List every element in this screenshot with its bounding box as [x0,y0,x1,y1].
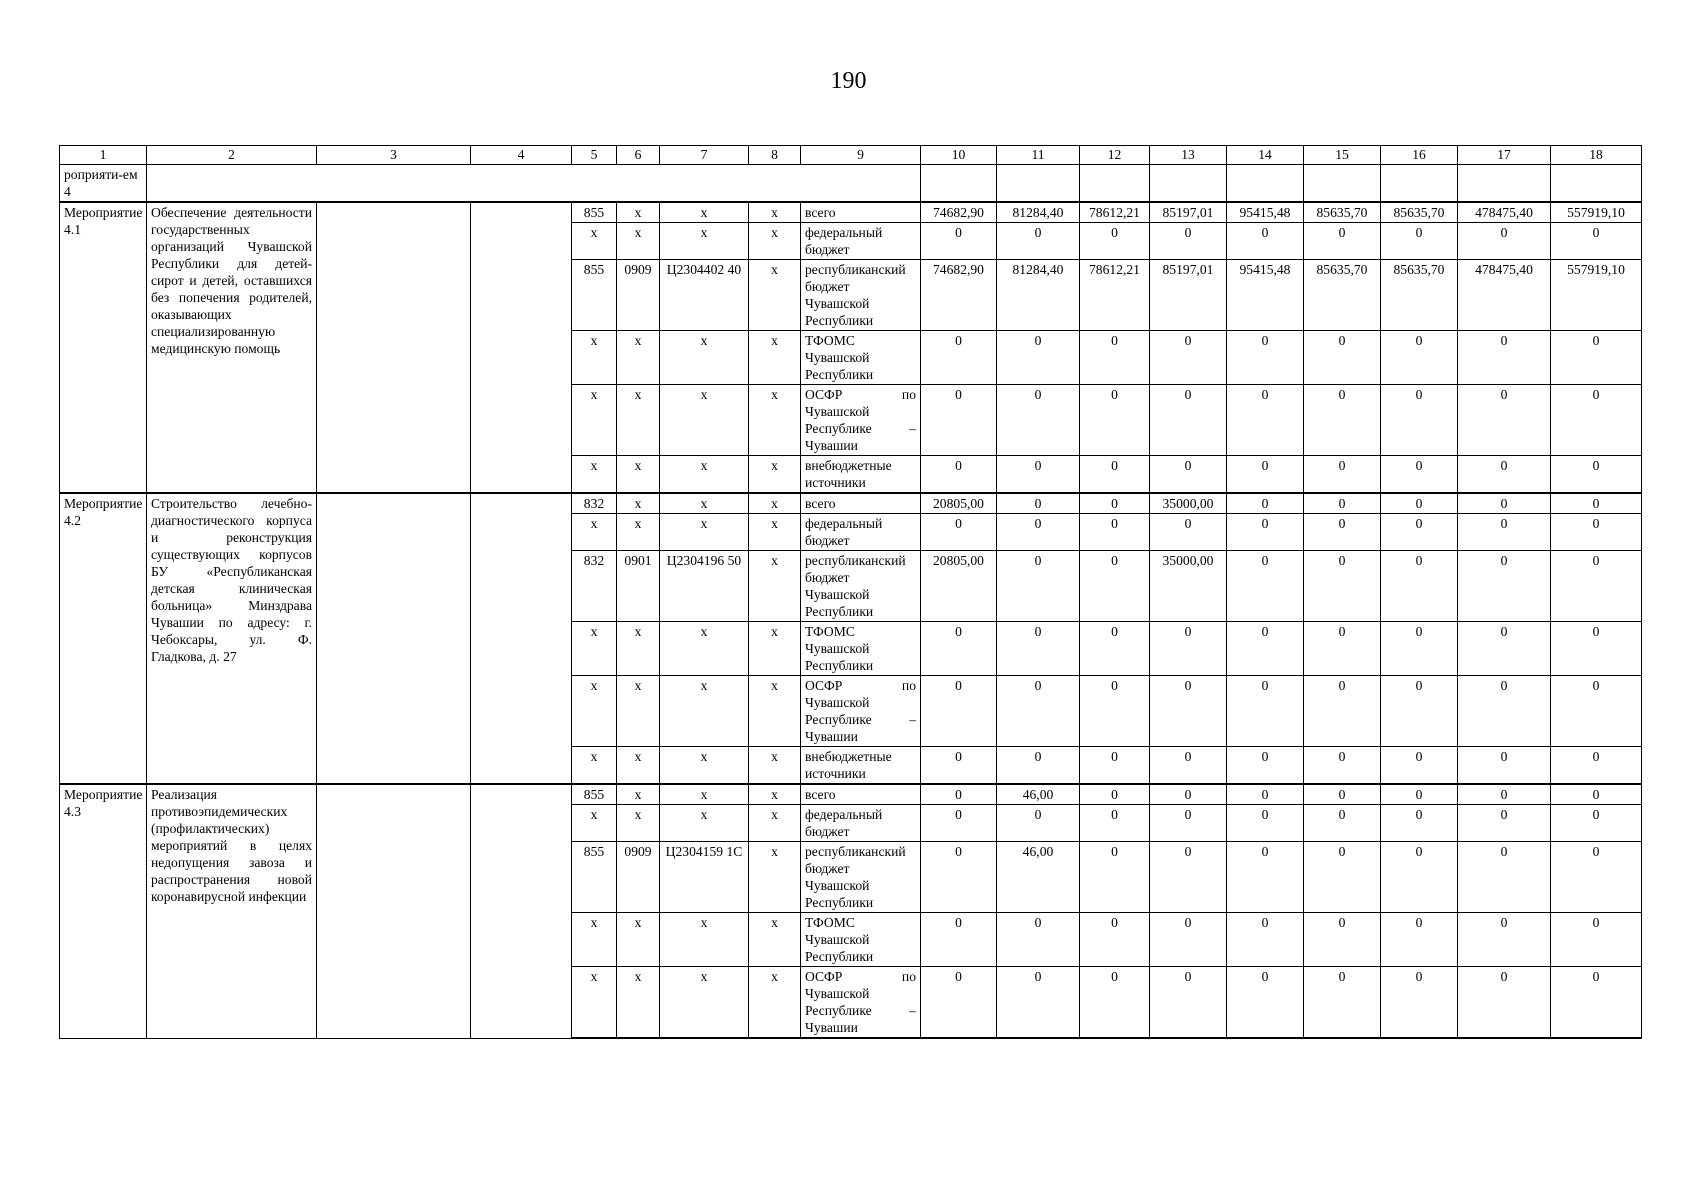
expense-type-code: x [749,385,801,456]
amount-cell: 0 [1150,622,1227,676]
amount-cell: 0 [921,805,997,842]
header-cell: 15 [1304,146,1381,165]
amount-cell: 85635,70 [1304,260,1381,331]
amount-cell: 46,00 [997,842,1080,913]
amount-cell: 0 [1458,747,1551,785]
section-code: x [617,202,660,223]
amount-cell: 0 [997,551,1080,622]
funding-source: внебюджетные источники [801,456,921,494]
amount-cell: 0 [1080,331,1150,385]
amount-cell: 0 [997,967,1080,1039]
amount-cell: 0 [1304,493,1381,514]
amount-cell: 0 [1080,385,1150,456]
amount-cell: 0 [1227,967,1304,1039]
amount-cell: 0 [1551,551,1642,622]
grbs-code: 832 [572,551,617,622]
section-code: x [617,385,660,456]
responsible-executor-cell [317,493,471,784]
amount-cell: 0 [1381,331,1458,385]
amount-cell: 0 [1304,514,1381,551]
target-article-code: x [660,747,749,785]
amount-cell: 0 [1551,805,1642,842]
amount-cell: 0 [1080,622,1150,676]
amount-cell: 0 [1458,784,1551,805]
amount-cell: 0 [1150,456,1227,494]
amount-cell: 478475,40 [1458,202,1551,223]
expense-type-code: x [749,913,801,967]
amount-cell: 0 [1227,514,1304,551]
amount-cell: 0 [1304,676,1381,747]
amount-cell: 0 [1304,223,1381,260]
grbs-code: x [572,514,617,551]
amount-cell: 81284,40 [997,260,1080,331]
amount-cell: 0 [1458,514,1551,551]
budget-table [59,145,1642,1039]
section-code: 0909 [617,842,660,913]
participants-cell [471,202,572,493]
amount-cell: 0 [1150,385,1227,456]
amount-cell: 0 [1080,784,1150,805]
amount-cell: 0 [1304,842,1381,913]
continuation-label: роприяти-ем 4 [60,165,147,203]
amount-cell: 0 [1381,456,1458,494]
amount-cell: 0 [1080,493,1150,514]
header-cell: 8 [749,146,801,165]
expense-type-code: x [749,747,801,785]
section-code: x [617,805,660,842]
amount-cell: 0 [1304,747,1381,785]
amount-cell: 0 [1304,967,1381,1039]
target-article-code: x [660,385,749,456]
amount-cell: 0 [1458,676,1551,747]
expense-type-code: x [749,456,801,494]
amount-cell: 78612,21 [1080,202,1150,223]
amount-cell: 0 [1304,784,1381,805]
amount-cell: 78612,21 [1080,260,1150,331]
header-cell: 7 [660,146,749,165]
amount-cell: 74682,90 [921,202,997,223]
section-code: x [617,514,660,551]
amount-cell: 0 [1458,913,1551,967]
amount-cell: 0 [921,676,997,747]
amount-cell: 0 [1458,331,1551,385]
participants-cell [471,493,572,784]
funding-source: всего [801,784,921,805]
target-article-code: Ц2304402 40 [660,260,749,331]
section-code: x [617,331,660,385]
amount-cell: 0 [1381,551,1458,622]
grbs-code: 832 [572,493,617,514]
amount-cell: 0 [1080,223,1150,260]
target-article-code: x [660,456,749,494]
amount-cell: 0 [997,622,1080,676]
amount-cell: 0 [1227,747,1304,785]
amount-cell: 0 [1381,913,1458,967]
table-row [60,784,1642,805]
amount-cell: 81284,40 [997,202,1080,223]
amount-cell: 557919,10 [1551,260,1642,331]
amount-cell: 0 [1458,223,1551,260]
amount-cell: 74682,90 [921,260,997,331]
amount-cell: 0 [1080,842,1150,913]
amount-cell: 0 [1381,676,1458,747]
header-cell: 5 [572,146,617,165]
target-article-code: x [660,202,749,223]
amount-cell: 0 [1227,913,1304,967]
amount-cell: 478475,40 [1458,260,1551,331]
amount-cell: 0 [1381,493,1458,514]
target-article-code: x [660,784,749,805]
amount-cell: 0 [921,967,997,1039]
amount-cell: 0 [1080,551,1150,622]
target-article-code: x [660,622,749,676]
column-number-header-row [60,146,1642,165]
amount-cell: 0 [921,223,997,260]
funding-source: республиканский бюджет Чувашской Республики [801,551,921,622]
header-cell: 13 [1150,146,1227,165]
target-article-code: x [660,493,749,514]
amount-cell: 0 [921,331,997,385]
amount-cell: 0 [997,514,1080,551]
amount-cell: 85635,70 [1381,260,1458,331]
amount-cell: 0 [1458,805,1551,842]
blank-cell [1150,165,1227,203]
expense-type-code: x [749,331,801,385]
amount-cell: 0 [921,385,997,456]
amount-cell: 85197,01 [1150,260,1227,331]
target-article-code: x [660,913,749,967]
blank-cell [1227,165,1304,203]
section-code: x [617,747,660,785]
amount-cell: 0 [1381,805,1458,842]
header-cell: 9 [801,146,921,165]
amount-cell: 0 [997,223,1080,260]
grbs-code: 855 [572,784,617,805]
header-cell: 12 [1080,146,1150,165]
amount-cell: 85635,70 [1304,202,1381,223]
amount-cell: 0 [1227,551,1304,622]
amount-cell: 46,00 [997,784,1080,805]
amount-cell: 0 [1227,331,1304,385]
amount-cell: 20805,00 [921,493,997,514]
amount-cell: 0 [1381,622,1458,676]
amount-cell: 0 [1150,784,1227,805]
amount-cell: 35000,00 [1150,493,1227,514]
funding-source: ТФОМС Чувашской Республики [801,331,921,385]
expense-type-code: x [749,967,801,1039]
section-code: x [617,622,660,676]
activity-code: Мероприятие 4.3 [60,784,147,1038]
expense-type-code: x [749,260,801,331]
amount-cell: 0 [1150,805,1227,842]
amount-cell: 0 [1381,385,1458,456]
amount-cell: 0 [1227,385,1304,456]
amount-cell: 0 [1304,805,1381,842]
amount-cell: 0 [1381,842,1458,913]
section-code: x [617,967,660,1039]
funding-source: федеральный бюджет [801,223,921,260]
expense-type-code: x [749,622,801,676]
amount-cell: 0 [921,784,997,805]
funding-source: всего [801,493,921,514]
amount-cell: 0 [1458,385,1551,456]
section-code: x [617,913,660,967]
amount-cell: 0 [1551,514,1642,551]
amount-cell: 0 [1080,676,1150,747]
blank-cell [1304,165,1381,203]
page-number: 190 [830,68,867,94]
amount-cell: 0 [1381,967,1458,1039]
grbs-code: x [572,331,617,385]
grbs-code: x [572,622,617,676]
expense-type-code: x [749,551,801,622]
activity-description: Реализация противоэпидемических (профилактических) мероприятий в целях недопущения завоза и распространения новой коронавирусной инфекции [147,784,317,1038]
blank-cell [1080,165,1150,203]
grbs-code: 855 [572,202,617,223]
header-cell: 16 [1381,146,1458,165]
amount-cell: 0 [1551,385,1642,456]
amount-cell: 0 [1458,551,1551,622]
activity-code: Мероприятие 4.2 [60,493,147,784]
amount-cell: 0 [997,913,1080,967]
expense-type-code: x [749,202,801,223]
amount-cell: 0 [1304,551,1381,622]
amount-cell: 0 [997,747,1080,785]
expense-type-code: x [749,784,801,805]
amount-cell: 0 [1227,784,1304,805]
grbs-code: x [572,676,617,747]
amount-cell: 0 [921,842,997,913]
amount-cell: 0 [1227,622,1304,676]
amount-cell: 0 [1227,676,1304,747]
amount-cell: 0 [1551,842,1642,913]
expense-type-code: x [749,842,801,913]
amount-cell: 0 [1551,331,1642,385]
responsible-executor-cell [317,784,471,1038]
grbs-code: x [572,805,617,842]
amount-cell: 0 [1304,622,1381,676]
amount-cell: 0 [1150,223,1227,260]
header-cell: 17 [1458,146,1551,165]
amount-cell: 0 [1551,913,1642,967]
grbs-code: x [572,967,617,1039]
amount-cell: 0 [1551,223,1642,260]
amount-cell: 0 [997,805,1080,842]
section-code: x [617,223,660,260]
funding-source: ОСФР по Чувашской Республике – Чувашии [801,676,921,747]
amount-cell: 0 [997,331,1080,385]
amount-cell: 0 [921,514,997,551]
blank-cell [921,165,997,203]
funding-source: республиканский бюджет Чувашской Республики [801,260,921,331]
target-article-code: x [660,514,749,551]
amount-cell: 0 [1458,842,1551,913]
header-cell: 11 [997,146,1080,165]
amount-cell: 0 [921,622,997,676]
amount-cell: 0 [1458,493,1551,514]
amount-cell: 0 [921,747,997,785]
header-cell: 4 [471,146,572,165]
target-article-code: x [660,676,749,747]
amount-cell: 0 [1227,223,1304,260]
header-cell: 3 [317,146,471,165]
blank-cell [1381,165,1458,203]
activity-description: Обеспечение деятельности государственных организаций Чувашской Республики для детей-сирот и детей, оставшихся без попечения родителей, оказывающих специализированную медицинскую помощь [147,202,317,493]
amount-cell: 0 [1080,747,1150,785]
expense-type-code: x [749,805,801,842]
header-cell: 14 [1227,146,1304,165]
header-cell: 6 [617,146,660,165]
amount-cell: 0 [1150,331,1227,385]
table-row [60,493,1642,514]
grbs-code: 855 [572,842,617,913]
amount-cell: 0 [1227,842,1304,913]
continuation-blank-cell [147,165,921,203]
activity-code: Мероприятие 4.1 [60,202,147,493]
amount-cell: 0 [997,676,1080,747]
section-code: x [617,493,660,514]
grbs-code: x [572,456,617,494]
grbs-code: x [572,747,617,785]
amount-cell: 0 [1150,842,1227,913]
section-code: 0909 [617,260,660,331]
amount-cell: 85635,70 [1381,202,1458,223]
amount-cell: 0 [1227,805,1304,842]
amount-cell: 0 [1551,967,1642,1039]
section-code: 0901 [617,551,660,622]
amount-cell: 0 [1150,913,1227,967]
amount-cell: 0 [1551,747,1642,785]
target-article-code: x [660,223,749,260]
amount-cell: 0 [1381,747,1458,785]
amount-cell: 35000,00 [1150,551,1227,622]
amount-cell: 0 [997,456,1080,494]
target-article-code: x [660,967,749,1039]
header-cell: 10 [921,146,997,165]
amount-cell: 95415,48 [1227,260,1304,331]
amount-cell: 0 [1080,514,1150,551]
expense-type-code: x [749,676,801,747]
amount-cell: 0 [1551,493,1642,514]
expense-type-code: x [749,514,801,551]
amount-cell: 0 [1551,676,1642,747]
funding-source: всего [801,202,921,223]
amount-cell: 20805,00 [921,551,997,622]
expense-type-code: x [749,223,801,260]
amount-cell: 0 [1458,967,1551,1039]
amount-cell: 85197,01 [1150,202,1227,223]
funding-source: ТФОМС Чувашской Республики [801,913,921,967]
amount-cell: 0 [1458,456,1551,494]
grbs-code: x [572,385,617,456]
amount-cell: 0 [1227,493,1304,514]
funding-source: внебюджетные источники [801,747,921,785]
amount-cell: 557919,10 [1551,202,1642,223]
amount-cell: 0 [1227,456,1304,494]
amount-cell: 0 [1080,456,1150,494]
section-code: x [617,456,660,494]
grbs-code: x [572,913,617,967]
amount-cell: 0 [1551,456,1642,494]
target-article-code: Ц2304196 50 [660,551,749,622]
amount-cell: 0 [1458,622,1551,676]
amount-cell: 0 [1381,223,1458,260]
amount-cell: 0 [1080,913,1150,967]
participants-cell [471,784,572,1038]
header-cell: 2 [147,146,317,165]
funding-source: республиканский бюджет Чувашской Республики [801,842,921,913]
amount-cell: 0 [1304,331,1381,385]
amount-cell: 0 [1304,913,1381,967]
amount-cell: 0 [1304,456,1381,494]
amount-cell: 0 [997,385,1080,456]
amount-cell: 0 [1150,967,1227,1039]
grbs-code: x [572,223,617,260]
amount-cell: 95415,48 [1227,202,1304,223]
amount-cell: 0 [1150,514,1227,551]
amount-cell: 0 [1551,622,1642,676]
blank-cell [1551,165,1642,203]
amount-cell: 0 [1150,676,1227,747]
expense-type-code: x [749,493,801,514]
amount-cell: 0 [1080,967,1150,1039]
amount-cell: 0 [1080,805,1150,842]
blank-cell [1458,165,1551,203]
funding-source: ТФОМС Чувашской Республики [801,622,921,676]
amount-cell: 0 [997,493,1080,514]
amount-cell: 0 [921,456,997,494]
amount-cell: 0 [1381,784,1458,805]
blank-cell [997,165,1080,203]
funding-source: федеральный бюджет [801,805,921,842]
amount-cell: 0 [1381,514,1458,551]
target-article-code: x [660,805,749,842]
amount-cell: 0 [921,913,997,967]
target-article-code: Ц2304159 1С [660,842,749,913]
continuation-row [60,165,1642,203]
header-cell: 18 [1551,146,1642,165]
target-article-code: x [660,331,749,385]
grbs-code: 855 [572,260,617,331]
responsible-executor-cell [317,202,471,493]
header-cell: 1 [60,146,147,165]
funding-source: федеральный бюджет [801,514,921,551]
table-row [60,202,1642,223]
section-code: x [617,676,660,747]
funding-source: ОСФР по Чувашской Республике – Чувашии [801,385,921,456]
funding-source: ОСФР по Чувашской Республике – Чувашии [801,967,921,1039]
amount-cell: 0 [1304,385,1381,456]
amount-cell: 0 [1551,784,1642,805]
amount-cell: 0 [1150,747,1227,785]
activity-description: Строительство лечебно-диагностического корпуса и реконструкция существующих корпусов БУ «Республиканская детская клиническая больница» Минздрава Чувашии по адресу: г. Чебоксары, ул. Ф. Гладкова, д. 27 [147,493,317,784]
section-code: x [617,784,660,805]
